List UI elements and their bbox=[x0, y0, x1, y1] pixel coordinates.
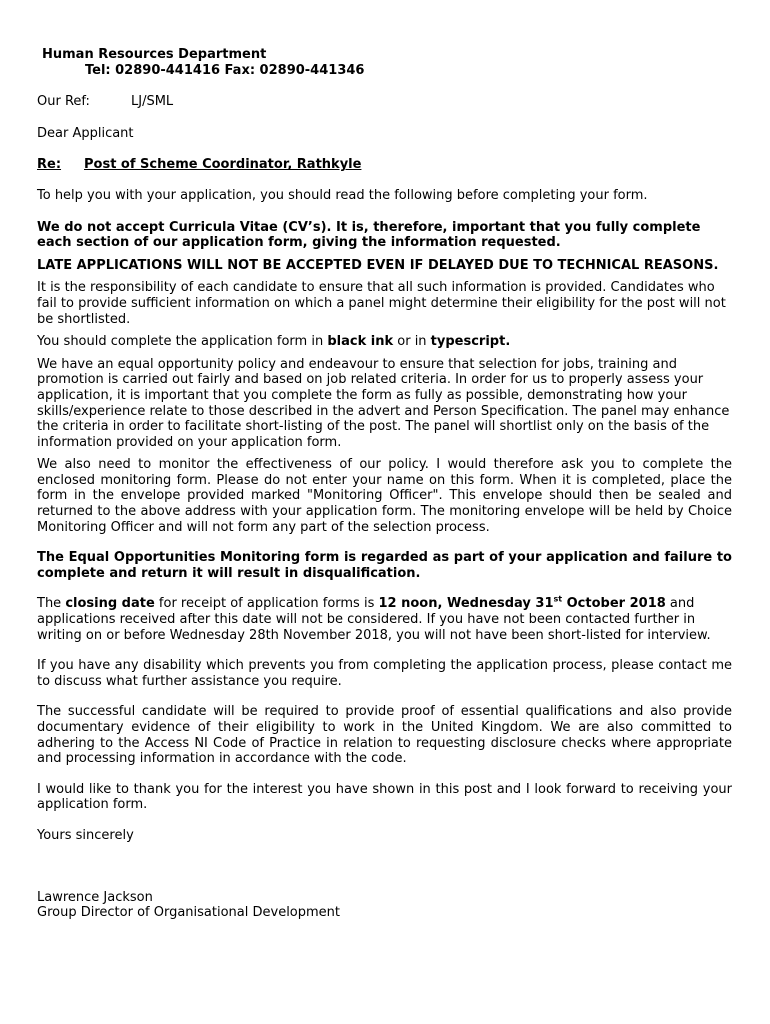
signatory-name: Lawrence Jackson bbox=[37, 889, 153, 905]
closing-text-end: and applications received after this date will not be considered. If you have not been contacted further in writing on or before Wednesday 28th November 2018, you will not have been short-listed for interview. bbox=[37, 596, 711, 643]
closing-date-paragraph bbox=[37, 596, 732, 643]
department-heading: Human Resources Department bbox=[42, 47, 267, 62]
late-notice: LATE APPLICATIONS WILL NOT BE ACCEPTED EVEN IF DELAYED DUE TO TECHNICAL REASONS. bbox=[37, 257, 719, 273]
ink-black: black ink bbox=[327, 334, 394, 350]
disability-paragraph: If you have any disability which prevents you from completing the application process, please contact me to discuss what further assistance you require. bbox=[37, 658, 732, 689]
equal-opportunity-paragraph: We have an equal opportunity policy and endeavour to ensure that selection for jobs, training and promotion is carried out fairly and based on job related criteria. In order for us to properly assess your application, it is important that you complete the form as fully as possible, demonstrating how your skills/experience relate to those described in the advert and Person Specification. The panel may enhance the criteria in order to facilitate short-listing of the post. The panel will shortlist only on the basis of the information provided on your application form. bbox=[37, 356, 730, 450]
monitoring-warning: The Equal Opportunities Monitoring form is regarded as part of your application and failure to complete and return it will result in disqualification. bbox=[37, 550, 732, 581]
letter bbox=[37, 47, 732, 921]
ink-text: You should complete the application form in bbox=[37, 334, 328, 350]
ink-typescript: typescript. bbox=[430, 334, 511, 350]
ink-paragraph bbox=[37, 334, 732, 350]
intro-paragraph: To help you with your application, you should read the following before completing your form. bbox=[37, 187, 648, 203]
contact-line: Tel: 02890-441416 Fax: 02890-441346 bbox=[85, 62, 365, 78]
closing-text: The bbox=[37, 596, 66, 612]
signatory-title: Group Director of Organisational Development bbox=[37, 905, 341, 921]
reference-value: LJ/SML bbox=[131, 94, 174, 110]
closing-text-mid: for receipt of application forms is bbox=[154, 596, 379, 612]
closing-date-label: closing date bbox=[65, 596, 155, 612]
salutation: Dear Applicant bbox=[37, 125, 134, 141]
closing-deadline: 12 noon, Wednesday 31 bbox=[378, 596, 554, 612]
closing-deadline-month: October 2018 bbox=[562, 596, 666, 612]
proof-paragraph: The successful candidate will be required to provide proof of essential qualifications and also provide documentary evidence of their eligibility to work in the United Kingdom. We are also committed to adhering to the Access NI Code of Practice in relation to requesting disclosure checks where appropriate and processing information in accordance with the code. bbox=[37, 704, 732, 767]
reference-label: Our Ref: bbox=[37, 94, 90, 110]
responsibility-paragraph: It is the responsibility of each candidate to ensure that all such information is provided. Candidates who fail to provide sufficient information on which a panel might determine their eligibility for the post will not be shortlisted. bbox=[37, 280, 726, 327]
cv-notice: We do not accept Curricula Vitae (CV’s). It is, therefore, important that you fully complete each section of our application form, giving the information requested. bbox=[37, 219, 701, 251]
subject-line bbox=[37, 157, 732, 173]
subject-label: Re: bbox=[37, 157, 62, 173]
closing-deadline-suffix: st bbox=[553, 595, 563, 605]
ink-text-or: or in bbox=[393, 334, 431, 350]
thanks-paragraph: I would like to thank you for the interest you have shown in this post and I look forward to receiving your application form. bbox=[37, 781, 732, 813]
monitoring-paragraph: We also need to monitor the effectiveness of our policy. I would therefore ask you to complete the enclosed monitoring form. Please do not enter your name on this form. When it is completed, place the form in the envelope provided marked "Monitoring Officer". This envelope should then be sealed and returned to the above address with your application form. The monitoring envelope will be held by Choice Monitoring Officer and will not form any part of the selection process. bbox=[37, 457, 732, 535]
subject-text: Post of Scheme Coordinator, Rathkyle bbox=[84, 157, 362, 173]
closing-salutation: Yours sincerely bbox=[37, 827, 134, 843]
reference-line bbox=[37, 94, 732, 110]
